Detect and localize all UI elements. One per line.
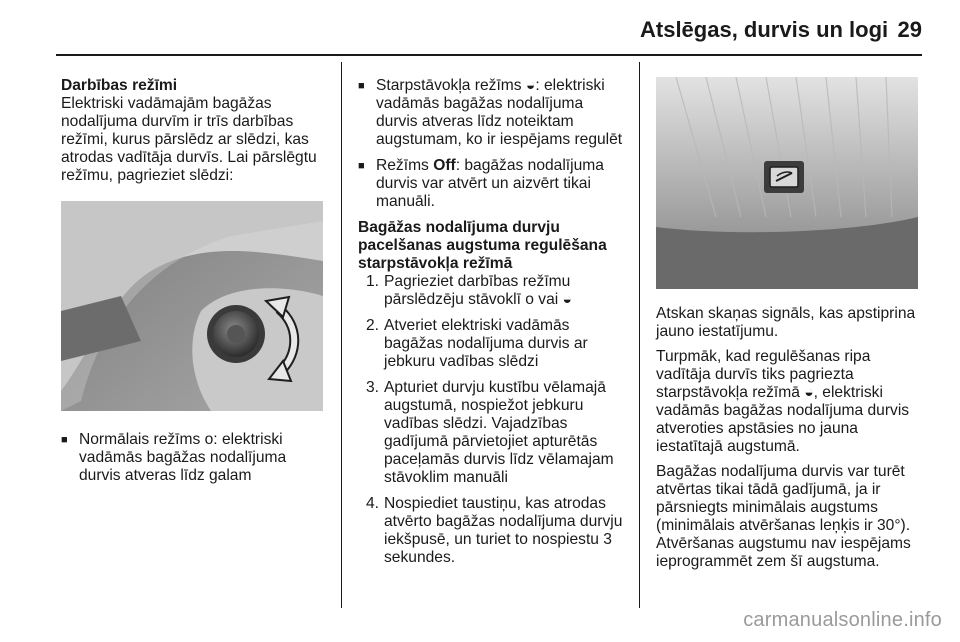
column-3 [656, 77, 924, 571]
step-4 [358, 495, 626, 567]
page-number: 29 [897, 17, 922, 42]
step-text: Nospiediet taustiņu, kas atrodas atvērto bagāžas nodalījuma durvju iekšpusē, un turiet to nospiestu 3 sekundes. [384, 495, 623, 566]
off-keyword: Off [433, 157, 456, 174]
step-text: Apturiet durvju kustību vēlamajā augstumā, nospiežot jebkuru vadības slēdzi. Vajadzības gadījumā pārvietojiet apturētās paceļamās durvis līdz vēlamajam stāvoklim manuāli [384, 379, 614, 486]
step-number: 3. [366, 379, 380, 396]
column-2 [358, 77, 626, 575]
step-1 [358, 273, 626, 309]
column-divider-2 [639, 62, 640, 608]
step-text: Pagrieziet darbības režīmu pārslēdzēju stāvoklī o vai ◒ [384, 273, 572, 308]
column-1 [61, 77, 329, 493]
mode-switch-photo [61, 201, 323, 411]
intro-paragraph: Elektriski vadāmajām bagāžas nodalījuma durvīm ir trīs darbības režīmi, kurus pārslēdz ar slēdzi, kas atrodas vadītāja durvīs. Lai pārslēgtu režīmu, pagrieziet slēdzi: [61, 95, 317, 184]
step-number: 2. [366, 317, 380, 334]
tailgate-button-photo [656, 77, 918, 289]
step-number: 4. [366, 495, 380, 512]
step-text: Atveriet elektriski vadāmās bagāžas nodalījuma durvis ar jebkuru vadības slēdzi [384, 317, 588, 370]
watermark: carmanualsonline.info [743, 609, 942, 631]
section-heading-modes: Darbības režīmi [61, 77, 178, 94]
section-heading-height-adjust: Bagāžas nodalījuma durvju pacelšanas augstuma regulēšana starpstāvokļa režīmā [358, 219, 607, 272]
step-number: 1. [366, 273, 380, 290]
off-mode-prefix: Režīms [376, 157, 434, 174]
header-rule [56, 54, 922, 56]
paragraph-intermediate-stop: Turpmāk, kad regulēšanas ripa vadītāja durvīs tiks pagriezta starpstāvokļa režīmā ◒, elektriski vadāmās bagāžas nodalījuma durvis atveroties apstāsies no jauna iestatītajā augstumā. [656, 348, 910, 455]
bullet-normal-mode: ■ Normālais režīms o: elektriski vadāmās bagāžas nodalījuma durvis atveras līdz galam [61, 431, 329, 485]
paragraph-confirmation: Atskan skaņas signāls, kas apstiprina jauno iestatījumu. [656, 305, 916, 340]
paragraph-minimum-height: Bagāžas nodalījuma durvis var turēt atvērtas tikai tādā gadījumā, ja ir pārsniegts minimālais augstums (minimālais atvēršanas leņķis ir 30°). Atvēršanas augstumu nav iespējams ieprogrammēt zem šī augstuma. [656, 463, 911, 570]
step-3 [358, 379, 626, 487]
step-2 [358, 317, 626, 371]
page-header-title: Atslēgas, durvis un logi [640, 17, 889, 42]
column-divider-1 [341, 62, 342, 608]
bullet-off-mode [358, 157, 626, 211]
bullet-intermediate-mode: ■ Starpstāvokļa režīms ◒: elektriski vadāmās bagāžas nodalījuma durvis atveras līdz noteiktam augstumam, ko ir iespējams regulēt [358, 77, 626, 149]
off-mode-text: : bagāžas nodalījuma durvis var atvērt un aizvērt tikai manuāli. [376, 157, 604, 210]
